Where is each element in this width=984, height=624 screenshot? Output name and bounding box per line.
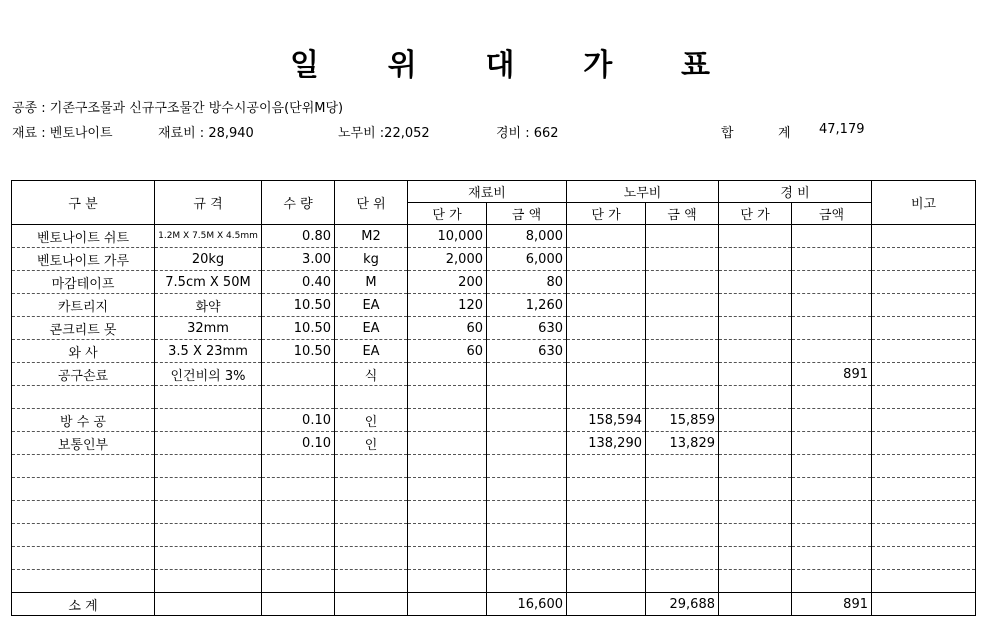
item-name	[12, 386, 155, 409]
expense-amount	[792, 432, 872, 455]
item-spec: 32mm	[155, 317, 262, 340]
material-amount	[487, 524, 567, 547]
labor-unit-price	[567, 547, 646, 570]
item-qty	[262, 455, 335, 478]
subtotal-row	[12, 593, 976, 616]
material-unit-price: 60	[408, 317, 487, 340]
header-spec: 규 격	[155, 181, 262, 225]
material-amount	[487, 432, 567, 455]
item-remark	[872, 432, 976, 455]
material-amount	[487, 386, 567, 409]
table-row	[12, 294, 976, 317]
material-unit-price: 2,000	[408, 248, 487, 271]
labor-unit-price	[567, 524, 646, 547]
table-row	[12, 409, 976, 432]
expense-unit-price	[719, 409, 792, 432]
material-unit-price: 10,000	[408, 225, 487, 248]
item-remark	[872, 294, 976, 317]
expense-unit-price	[719, 248, 792, 271]
item-remark	[872, 547, 976, 570]
item-remark	[872, 409, 976, 432]
expense-unit-price	[719, 363, 792, 386]
item-remark	[872, 386, 976, 409]
title-char: 가	[583, 48, 613, 83]
document-title	[290, 40, 710, 84]
header-labor: 노무비	[567, 181, 719, 203]
item-remark	[872, 478, 976, 501]
table-row	[12, 478, 976, 501]
header-unit: 단 위	[335, 181, 408, 225]
item-qty	[262, 386, 335, 409]
item-spec: 20kg	[155, 248, 262, 271]
table-row	[12, 524, 976, 547]
labor-amount	[646, 455, 719, 478]
item-name: 와 사	[12, 340, 155, 363]
item-name: 보통인부	[12, 432, 155, 455]
table-row	[12, 340, 976, 363]
expense-unit-price	[719, 501, 792, 524]
material-amount: 630	[487, 317, 567, 340]
labor-amount	[646, 363, 719, 386]
header-lab-unit-price: 단 가	[567, 203, 646, 225]
item-remark	[872, 317, 976, 340]
item-qty	[262, 547, 335, 570]
material-amount	[487, 455, 567, 478]
material-amount	[487, 409, 567, 432]
item-remark	[872, 363, 976, 386]
item-unit: EA	[335, 294, 408, 317]
expense-amount	[792, 409, 872, 432]
title-char: 대	[485, 48, 515, 83]
expense-amount	[792, 524, 872, 547]
item-name	[12, 478, 155, 501]
labor-unit-price	[567, 271, 646, 294]
expense-unit-price	[719, 340, 792, 363]
table-row	[12, 501, 976, 524]
item-qty: 0.80	[262, 225, 335, 248]
table-row	[12, 317, 976, 340]
item-unit	[335, 570, 408, 593]
labor-amount	[646, 501, 719, 524]
expense-cost: 경비 : 662	[496, 126, 559, 141]
total-label-2: 계	[778, 126, 791, 141]
material-unit-price	[408, 409, 487, 432]
header-division: 구 분	[12, 181, 155, 225]
header-mat-unit-price: 단 가	[408, 203, 487, 225]
expense-amount	[792, 478, 872, 501]
work-type-line: 공종 : 기존구조물과 신규구조물간 방수시공이음(단위M당)	[12, 101, 344, 116]
expense-unit-price	[719, 455, 792, 478]
item-name: 마감테이프	[12, 271, 155, 294]
item-qty: 10.50	[262, 294, 335, 317]
title-char: 위	[387, 48, 417, 83]
material-unit-price	[408, 501, 487, 524]
material-amount	[487, 570, 567, 593]
expense-unit-price	[719, 524, 792, 547]
table-row	[12, 386, 976, 409]
item-remark	[872, 524, 976, 547]
item-name	[12, 547, 155, 570]
item-unit: EA	[335, 340, 408, 363]
item-name	[12, 501, 155, 524]
labor-unit-price	[567, 317, 646, 340]
table-row	[12, 225, 976, 248]
material-amount	[487, 547, 567, 570]
material-unit-price	[408, 570, 487, 593]
labor-amount	[646, 271, 719, 294]
labor-unit-price	[567, 455, 646, 478]
table-row	[12, 547, 976, 570]
labor-unit-price	[567, 225, 646, 248]
item-qty: 0.40	[262, 271, 335, 294]
item-qty: 10.50	[262, 340, 335, 363]
labor-unit-price	[567, 386, 646, 409]
item-qty	[262, 524, 335, 547]
expense-unit-price	[719, 478, 792, 501]
expense-unit-price	[719, 547, 792, 570]
item-spec: 인건비의 3%	[155, 363, 262, 386]
material-amount	[487, 478, 567, 501]
material-unit-price	[408, 478, 487, 501]
material-amount	[487, 363, 567, 386]
item-qty	[262, 570, 335, 593]
header-material: 재료비	[408, 181, 567, 203]
item-spec: 화약	[155, 294, 262, 317]
item-unit: kg	[335, 248, 408, 271]
expense-amount	[792, 294, 872, 317]
expense-amount	[792, 570, 872, 593]
table-row	[12, 570, 976, 593]
labor-amount	[646, 547, 719, 570]
table-row	[12, 455, 976, 478]
labor-unit-price	[567, 248, 646, 271]
material-unit-price	[408, 363, 487, 386]
item-qty	[262, 478, 335, 501]
expense-unit-price	[719, 294, 792, 317]
item-spec	[155, 570, 262, 593]
labor-amount	[646, 225, 719, 248]
labor-unit-price	[567, 340, 646, 363]
item-remark	[872, 455, 976, 478]
item-name: 카트리지	[12, 294, 155, 317]
item-spec	[155, 432, 262, 455]
item-name: 방 수 공	[12, 409, 155, 432]
item-spec	[155, 386, 262, 409]
total-value: 47,179	[819, 122, 865, 137]
item-name	[12, 570, 155, 593]
header-exp-unit-price: 단 가	[719, 203, 792, 225]
item-remark	[872, 501, 976, 524]
item-unit: M	[335, 271, 408, 294]
item-qty: 0.10	[262, 409, 335, 432]
labor-unit-price: 158,594	[567, 409, 646, 432]
material-unit-price	[408, 455, 487, 478]
item-unit	[335, 455, 408, 478]
item-unit: 인	[335, 409, 408, 432]
summary-line	[12, 122, 972, 140]
labor-unit-price	[567, 363, 646, 386]
material-cost: 재료비 : 28,940	[158, 126, 254, 141]
material-unit-price: 200	[408, 271, 487, 294]
header-lab-amount: 금 액	[646, 203, 719, 225]
item-unit	[335, 524, 408, 547]
expense-amount	[792, 248, 872, 271]
labor-unit-price	[567, 294, 646, 317]
item-qty	[262, 501, 335, 524]
item-remark	[872, 340, 976, 363]
header-expense: 경 비	[719, 181, 872, 203]
table-row	[12, 363, 976, 386]
item-spec	[155, 478, 262, 501]
expense-amount	[792, 225, 872, 248]
expense-amount: 891	[792, 363, 872, 386]
labor-unit-price	[567, 501, 646, 524]
material-amount: 8,000	[487, 225, 567, 248]
expense-amount	[792, 455, 872, 478]
subtotal-material: 16,600	[487, 593, 567, 616]
subtotal-labor: 29,688	[646, 593, 719, 616]
material-amount	[487, 501, 567, 524]
labor-amount	[646, 386, 719, 409]
item-spec: 3.5 X 23mm	[155, 340, 262, 363]
item-unit: EA	[335, 317, 408, 340]
expense-unit-price	[719, 225, 792, 248]
item-spec	[155, 455, 262, 478]
item-qty: 10.50	[262, 317, 335, 340]
item-qty: 0.10	[262, 432, 335, 455]
expense-unit-price	[719, 570, 792, 593]
material-unit-price	[408, 524, 487, 547]
table-row	[12, 271, 976, 294]
unit-price-table	[11, 180, 976, 616]
item-spec	[155, 524, 262, 547]
material-unit-price	[408, 547, 487, 570]
item-spec: 7.5cm X 50M	[155, 271, 262, 294]
item-name: 공구손료	[12, 363, 155, 386]
material-amount: 1,260	[487, 294, 567, 317]
material-amount: 80	[487, 271, 567, 294]
item-unit	[335, 478, 408, 501]
expense-amount	[792, 271, 872, 294]
item-remark	[872, 570, 976, 593]
expense-amount	[792, 501, 872, 524]
item-spec: 1.2M X 7.5M X 4.5mm	[155, 225, 262, 248]
table-row	[12, 432, 976, 455]
item-remark	[872, 271, 976, 294]
material-name: 재료 : 벤토나이트	[12, 126, 113, 141]
item-remark	[872, 248, 976, 271]
item-spec	[155, 409, 262, 432]
material-unit-price: 120	[408, 294, 487, 317]
labor-amount	[646, 478, 719, 501]
material-unit-price	[408, 386, 487, 409]
title-char: 일	[290, 48, 319, 83]
subtotal-label: 소 계	[12, 593, 155, 616]
labor-unit-price: 138,290	[567, 432, 646, 455]
labor-unit-price	[567, 478, 646, 501]
item-qty	[262, 363, 335, 386]
labor-amount	[646, 294, 719, 317]
item-unit: 인	[335, 432, 408, 455]
labor-amount: 13,829	[646, 432, 719, 455]
material-unit-price	[408, 432, 487, 455]
item-name	[12, 455, 155, 478]
labor-amount	[646, 340, 719, 363]
item-name: 벤토나이트 가루	[12, 248, 155, 271]
item-qty: 3.00	[262, 248, 335, 271]
header-remarks: 비고	[872, 181, 976, 225]
expense-amount	[792, 547, 872, 570]
material-amount: 6,000	[487, 248, 567, 271]
item-name: 벤토나이트 쉬트	[12, 225, 155, 248]
item-spec	[155, 547, 262, 570]
item-unit	[335, 547, 408, 570]
item-name: 콘크리트 못	[12, 317, 155, 340]
expense-unit-price	[719, 386, 792, 409]
header-qty: 수 량	[262, 181, 335, 225]
material-amount: 630	[487, 340, 567, 363]
item-unit: M2	[335, 225, 408, 248]
expense-unit-price	[719, 317, 792, 340]
header-exp-amount: 금액	[792, 203, 872, 225]
labor-cost: 노무비 :22,052	[338, 126, 430, 141]
labor-unit-price	[567, 570, 646, 593]
labor-amount	[646, 317, 719, 340]
title-char: 표	[681, 48, 710, 83]
labor-amount	[646, 570, 719, 593]
header-mat-amount: 금 액	[487, 203, 567, 225]
expense-amount	[792, 386, 872, 409]
item-spec	[155, 501, 262, 524]
expense-unit-price	[719, 432, 792, 455]
labor-amount: 15,859	[646, 409, 719, 432]
expense-amount	[792, 340, 872, 363]
material-unit-price: 60	[408, 340, 487, 363]
labor-amount	[646, 248, 719, 271]
total-label: 합	[721, 126, 734, 141]
subtotal-expense: 891	[792, 593, 872, 616]
table-row	[12, 248, 976, 271]
item-unit	[335, 386, 408, 409]
item-unit	[335, 501, 408, 524]
item-remark	[872, 225, 976, 248]
labor-amount	[646, 524, 719, 547]
expense-amount	[792, 317, 872, 340]
item-unit: 식	[335, 363, 408, 386]
expense-unit-price	[719, 271, 792, 294]
item-name	[12, 524, 155, 547]
